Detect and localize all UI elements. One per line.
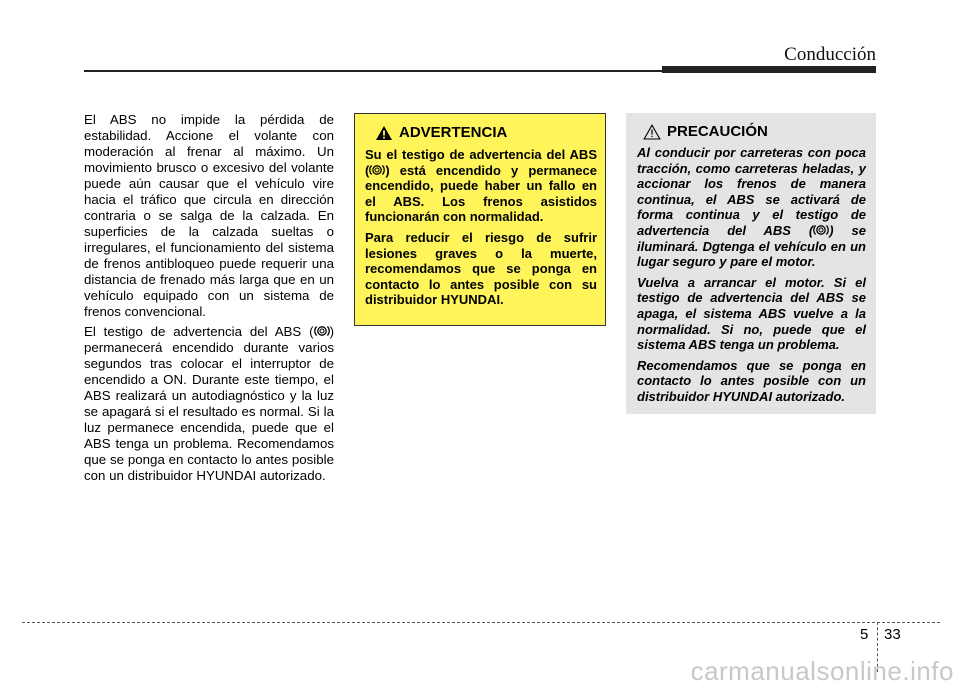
watermark: carmanualsonline.info	[690, 656, 954, 686]
warning-p1-after: ) está encendido y permanece encendido, puede haber un fallo en el ABS. Los frenos asistidos funcionarán con normalidad.	[365, 162, 597, 225]
header-rule-thick	[662, 66, 876, 73]
caution-title-text: PRECAUCIÓN	[667, 123, 768, 140]
page-number: 33	[884, 626, 901, 643]
caution-box	[626, 113, 876, 414]
warning-title-text: ADVERTENCIA	[399, 124, 508, 141]
chapter-number: 5	[860, 626, 869, 643]
caution-p1-before: Al conducir por carreteras con poca tracción, como carreteras heladas, y accionar los frenos de manera continua, el ABS se activará de forma continua y el testigo de advertencia del ABS (	[637, 145, 866, 238]
section-title: Conducción	[784, 44, 876, 65]
caution-triangle-icon	[643, 124, 661, 140]
warning-paragraph-2: Para reducir el riesgo de sufrir lesiones graves o la muerte, recomendamos que se ponga en contacto lo antes posible con su distribuidor HYUNDAI.	[365, 229, 597, 308]
abs-warning-icon	[369, 163, 385, 177]
main-text-column	[84, 112, 334, 488]
caution-paragraph-2: Vuelva a arrancar el motor. Si el testigo de advertencia del ABS se apaga, el sistema ABS vuelve a la normalidad. Si no, puede que el sistema ABS tenga un problema.	[637, 274, 866, 353]
paragraph-2-before: El testigo de advertencia del ABS (	[84, 324, 314, 339]
footer-dashed-rule	[22, 622, 940, 623]
caution-p1-after: ) se iluminará. Dgtenga el vehículo en un lugar seguro y pare el motor.	[637, 222, 866, 270]
paragraph-abs-warning-light	[84, 324, 334, 484]
warning-title	[365, 124, 597, 141]
header-rule	[84, 70, 662, 72]
abs-warning-icon	[813, 223, 829, 237]
warning-p1-before: Su el testigo de advertencia del ABS (	[365, 147, 597, 178]
abs-warning-icon	[314, 324, 330, 338]
caution-title	[637, 123, 866, 140]
caution-paragraph-3: Recomendamos que se ponga en contacto lo antes posible con un distribuidor HYUNDAI autorizado.	[637, 357, 866, 404]
paragraph-2-after: ) permanecerá encendido durante varios segundos tras colocar el interruptor de encendido a ON. Durante este tiempo, el ABS realizará un autodiagnóstico y la luz se apagará si el resultado es normal. Si la luz permanece encendida, puede que el ABS tenga un problema. Recomendamos que se ponga en contacto lo antes posible con un distribuidor HYUNDAI autorizado.	[84, 324, 334, 483]
warning-box	[354, 113, 606, 326]
caution-paragraph-1	[637, 145, 866, 270]
paragraph-abs-stability: El ABS no impide la pérdida de estabilidad. Accione el volante con moderación al frenar al máximo. Un movimiento brusco o excesivo del volante puede aún causar que el vehículo vire hacia el tráfico que circula en dirección contraria o se salga de la calzada. En superficies de la calzada sueltas o irregulares, el funcionamiento del sistema de frenos antibloqueo puede requerir una distancia de frenado más larga que en un vehículo equipado con un sistema de frenos convencional.	[84, 112, 334, 319]
warning-triangle-icon	[375, 125, 393, 141]
warning-paragraph-1	[365, 147, 597, 225]
